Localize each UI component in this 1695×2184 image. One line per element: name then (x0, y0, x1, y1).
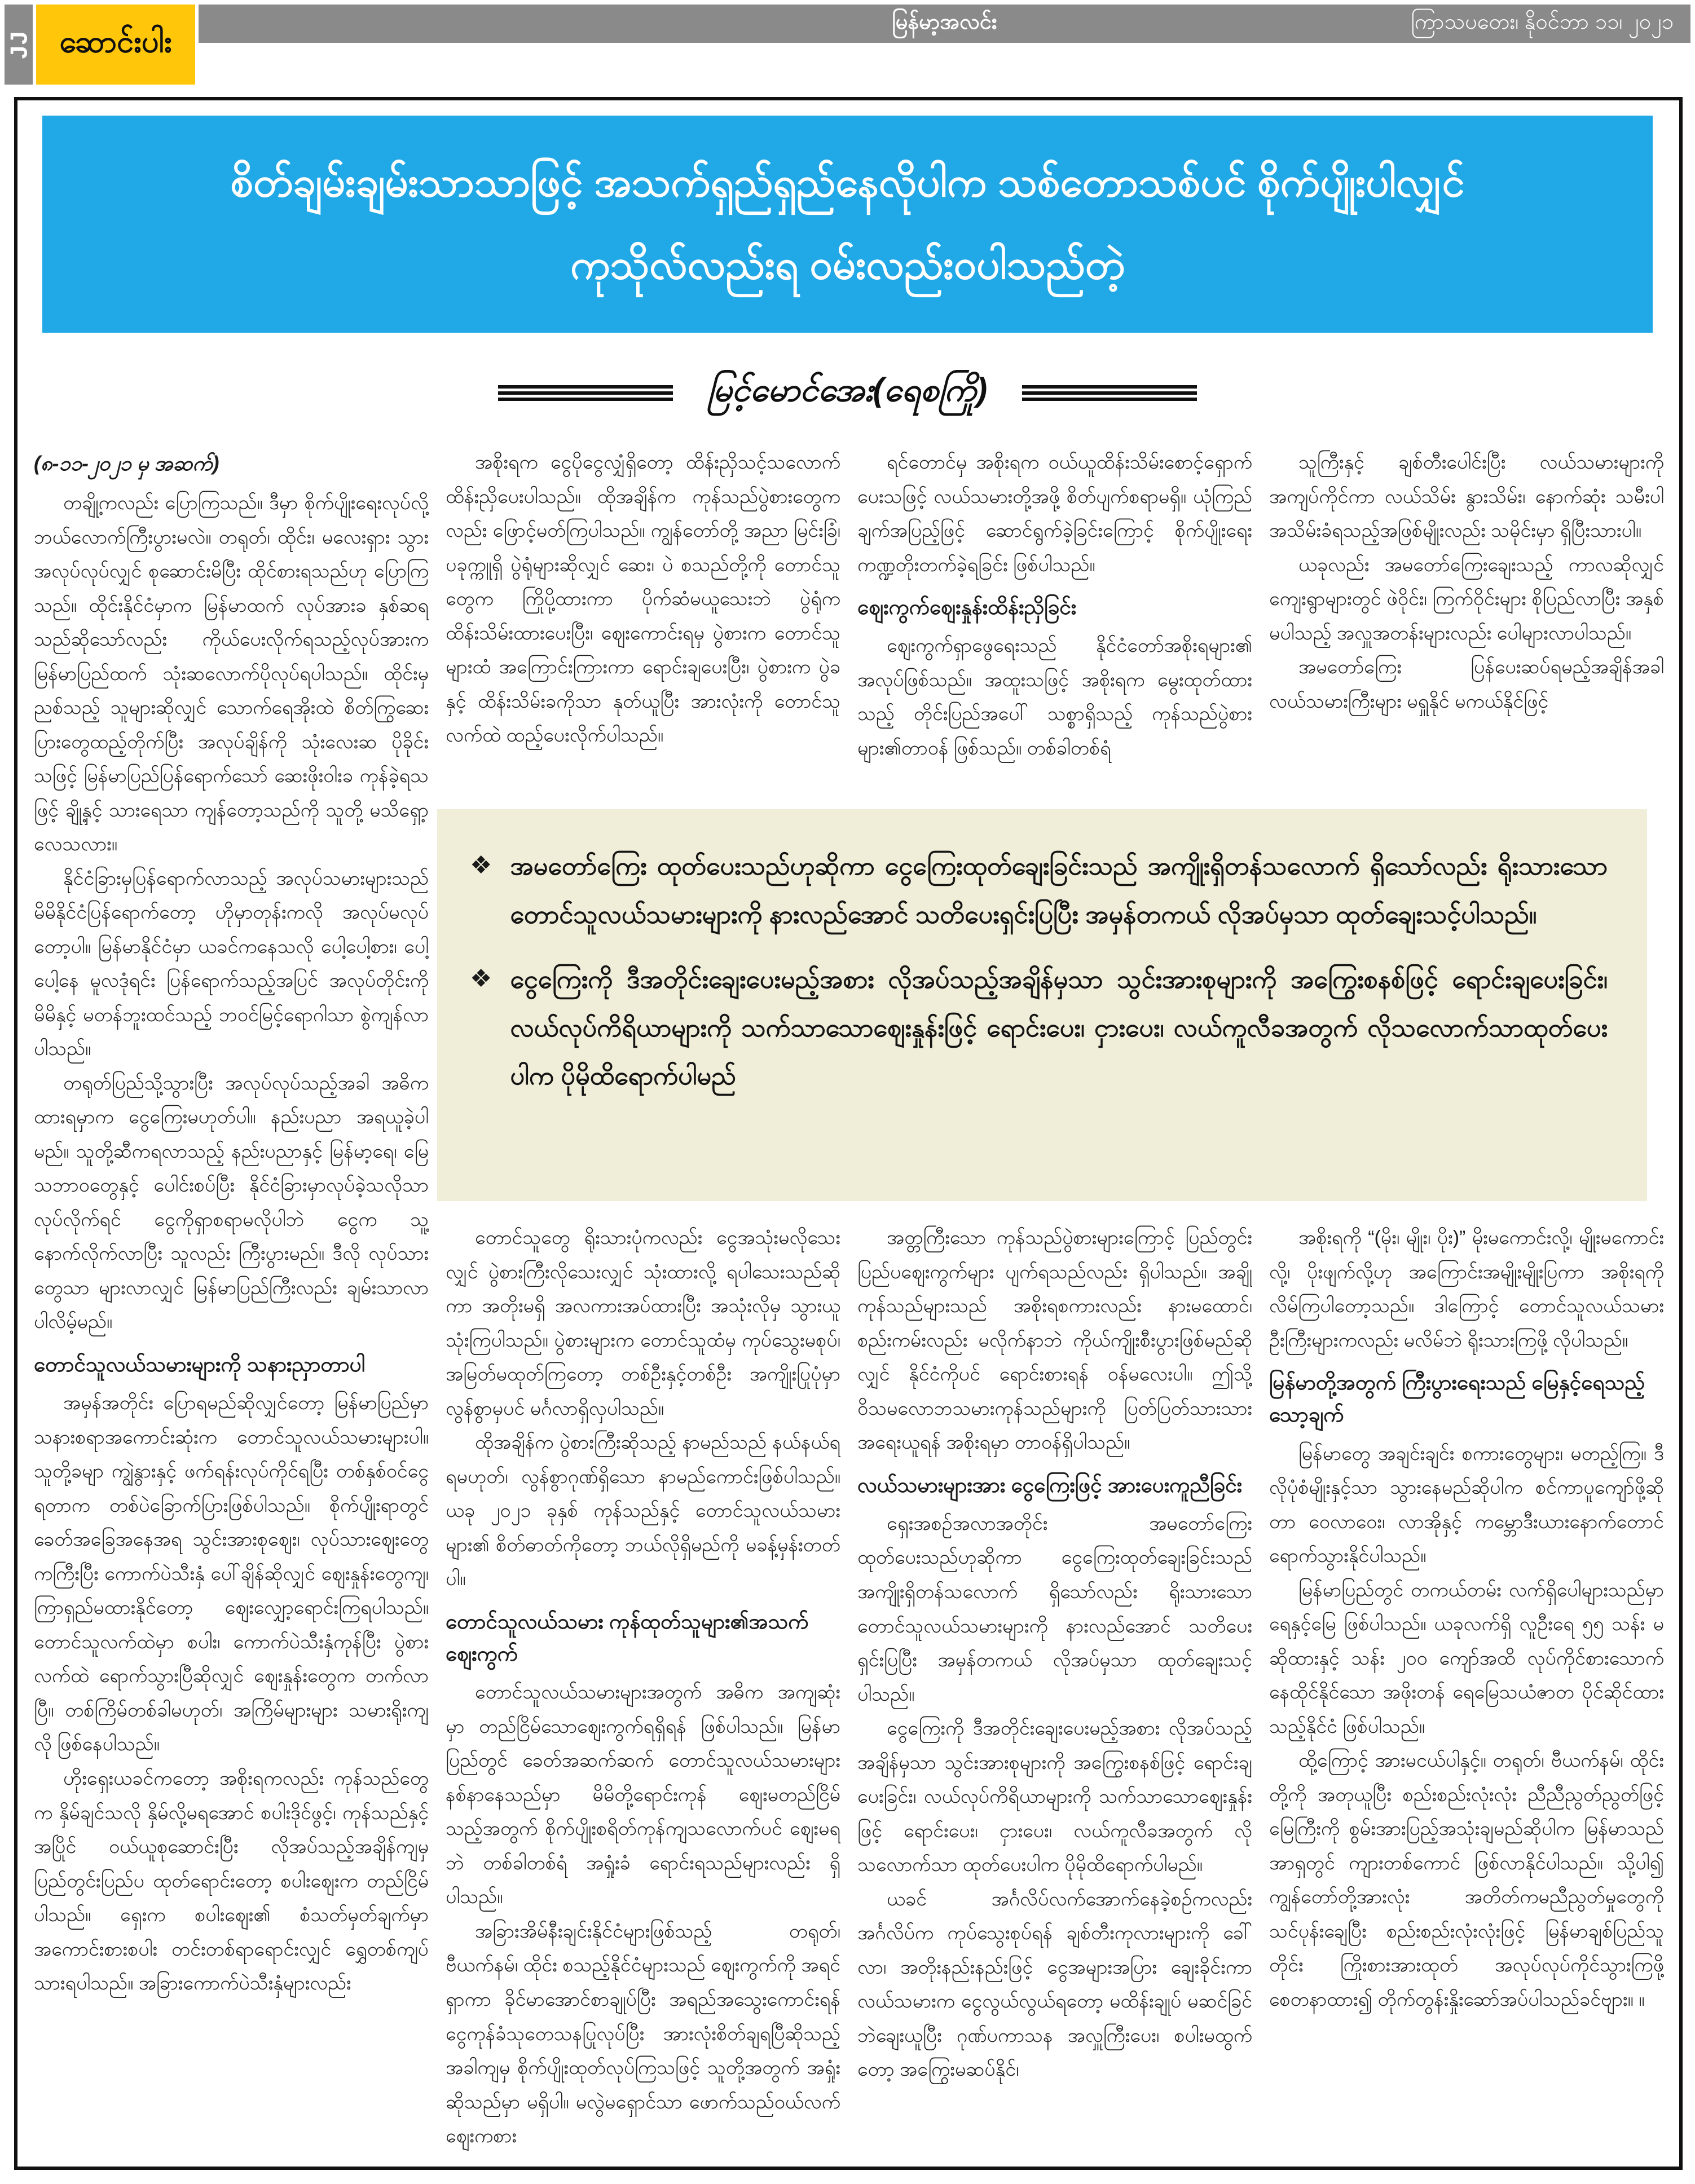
section-heading: တောင်သူလယ်သမားများကို သနားညှာတာပါ (34, 1352, 366, 1376)
column-4-bottom (1269, 1221, 1664, 2154)
paragraph: ယခုလည်း အမတော်ကြေးချေးသည့် ကာလဆိုလျှင် ကျေးရွာများတွင် ဖဲဝိုင်း၊ ကြက်ဝိုင်းများ စိုပြည်လာပြီး အနှစ်မပါသည့် အလှူအတန်းများလည်း ပေါများလာပါသည်။ (1269, 554, 1664, 644)
diamond-bullet-icon: ❖ (470, 965, 492, 992)
date-line: ကြာသပတေး၊ နိုဝင်ဘာ ၁၁၊ ၂၀၂၁ (1411, 10, 1674, 34)
paragraph: အတ္တကြီးသော ကုန်သည်ပွဲစားများကြောင့် ပြည်တွင်းပြည်ပဈေးကွက်များ ပျက်ရသည်လည်း ရှိပါသည်။ အချို့ကုန်သည်များသည် အစိုးရစကားလည်း နားမထောင်၊ စည်းကမ်းလည်း မလိုက်နာဘဲ ကိုယ်ကျိုးစီးပွားဖြစ်မည်ဆိုလျှင် နိုင်ငံကိုပင် ရောင်းစားရန် ဝန်မလေးပါ။ ဤသို့ ဝိသမလောဘသမားကုန်သည်များကို ပြတ်ပြတ်သားသား အရေးယူရန် အစိုးရမှာ တာဝန်ရှိပါသည်။ (857, 1227, 1252, 1454)
paragraph: ထိုအချိန်က ပွဲစားကြီးဆိုသည့် နာမည်သည် နယ်နယ်ရရမဟုတ်၊ လွန်စွာဂုဏ်ရှိသော နာမည်ကောင်းဖြစ်ပါသည်။ ယခု ၂၀၂၁ ခုနှစ် ကုန်သည်နှင့် တောင်သူလယ်သမားများ၏ စိတ်ဓာတ်ကိုတော့ ဘယ်လိုရှိမည်ကို မခန့်မှန်းတတ်ပါ။ (446, 1432, 840, 1590)
paragraph: ယခင် အင်္ဂလိပ်လက်အောက်နေခဲ့စဉ်ကလည်း အင်္ဂလိပ်က ကုပ်သွေးစုပ်ရန် ချစ်တီးကုလားများကို ခေါ်လာ၊ အတိုးနည်းနည်းဖြင့် ငွေအများအပြား ချေးခိုင်းကာ လယ်သမားက ငွေလွယ်လွယ်ရတော့ မထိန်းချုပ် မဆင်ခြင်ဘဲချေးယူပြီး ဂုဏ်ပကာသန အလှူကြီးပေး၊ စပါးမထွက်တော့ အကြွေးမဆပ်နိုင်၊ (857, 1888, 1252, 2081)
paragraph: ဟိုးရှေးယခင်ကတော့ အစိုးရကလည်း ကုန်သည်တွေက နှိမ်ချင်သလို နှိမ်လို့မရအောင် စပါးဒိုင်ဖွင့်၊ ကုန်သည်နှင့်အပြိုင် ဝယ်ယူစုဆောင်းပြီး လိုအပ်သည့်အချိန်ကျမှ ပြည်တွင်းပြည်ပ ထုတ်ရောင်းတော့ စပါးဈေးက တည်ငြိမ်ပါသည်။ ရှေးက စပါးဈေး၏ စံသတ်မှတ်ချက်မှာ အကောင်းစားစပါး တင်းတစ်ရာရောင်းလျှင် ရွှေတစ်ကျပ်သားရပါသည်။ အခြားကောက်ပဲသီးနှံများလည်း (34, 1767, 429, 1995)
paragraph: အစိုးရက ငွေပိုငွေလျှံရှိတော့ ထိန်းညှိသင့်သလောက် ထိန်းညှိပေးပါသည်။ ထိုအချိန်က ကုန်သည်ပွဲစားတွေကလည်း ဖြောင့်မတ်ကြပါသည်။ ကျွန်တော်တို့ အညာ မြင်းခြံ၊ ပခုက္ကူရှိ ပွဲရုံများဆိုလျှင် ဆေး၊ ပဲ စသည်တို့ကို တောင်သူတွေက ကြိုပို့ထားကာ ပိုက်ဆံမယူသေးဘဲ ပွဲရုံက ထိန်းသိမ်းထားပေးပြီး၊ ဈေးကောင်းရမှ ပွဲစားက တောင်သူများထံ အကြောင်းကြားကာ ရောင်းချပေးပြီး၊ ပွဲစားက ပွဲခနှင့် ထိန်းသိမ်းခကိုသာ နုတ်ယူပြီး အားလုံးကို တောင်သူလက်ထဲ ထည့်ပေးလိုက်ပါသည်။ (446, 452, 840, 747)
highlight-bullet-text: ငွေကြေးကို ဒီအတိုင်းချေးပေးမည့်အစား လိုအပ်သည့်အချိန်မှသာ သွင်းအားစုများကို အကြွေးစနစ်ဖြင့် ရောင်းချပေးခြင်း၊ လယ်လုပ်ကိရိယာများကို သက်သာသောဈေးနှုန်းဖြင့် ရောင်းပေး၊ ငှားပေး၊ လယ်ကူလီခအတွက် လိုသလောက်သာထုတ်ပေးပါက ပိုမိုထိရောက်ပါမည် (510, 965, 1608, 1090)
paragraph: အမှန်အတိုင်း ပြောရမည်ဆိုလျှင်တော့ မြန်မာပြည်မှာ သနားစရာအကောင်းဆုံးက တောင်သူလယ်သမားများပါ။ သူတို့ခမျာ ကျွဲနွားနှင့် ဖက်ရန်းလုပ်ကိုင်ရပြီး တစ်နှစ်ဝင်ငွေရတာက တစ်ပဲခြောက်ပြားဖြစ်ပါသည်။ စိုက်ပျိုးရာတွင် ခေတ်အခြေအနေအရ သွင်းအားစုဈေး၊ လုပ်သားဈေးတွေကကြီးပြီး ကောက်ပဲသီးနှံ ပေါ်ချိန်ဆိုလျှင် ဈေးနှုန်းတွေကျ၊ ကြာရှည်မထားနိုင်တော့ ဈေးလျှော့ရောင်းကြရပါသည်။ တောင်သူလက်ထဲမှာ စပါး၊ ကောက်ပဲသီးနှံကုန်ပြီး ပွဲစားလက်ထဲ ရောက်သွားပြီဆိုလျှင် ဈေးနှုန်းတွေက တက်လာပြီ။ တစ်ကြိမ်တစ်ခါမဟုတ်၊ အကြိမ်များများ သမားရိုးကျလို ဖြစ်နေပါသည်။ (34, 1392, 429, 1755)
paragraph: ရင်တောင်မှ အစိုးရက ဝယ်ယူထိန်းသိမ်းစောင့်ရှောက်ပေးသဖြင့် လယ်သမားတို့အဖို့ စိတ်ပျက်စရာမရှိ။ ယုံကြည်ချက်အပြည့်ဖြင့် ဆောင်ရွက်ခဲ့ခြင်းကြောင့် စိုက်ပျိုးရေးကဏ္ဍတိုးတက်ခဲ့ရခြင်း ဖြစ်ပါသည်။ (857, 452, 1252, 576)
column-1 (34, 445, 429, 2154)
paragraph: တရုတ်ပြည်သို့သွားပြီး အလုပ်လုပ်သည့်အခါ အဓိကထားရမှာက ငွေကြေးမဟုတ်ပါ။ နည်းပညာ အရယူခဲ့ပါမည်။ သူတို့ဆီကရလာသည့် နည်းပညာနှင့် မြန်မာ့ရေ၊ မြေ သဘာဝတွေနှင့် ပေါင်းစပ်ပြီး နိုင်ငံခြားမှာလုပ်ခဲ့သလိုသာ လုပ်လိုက်ရင် ငွေကိုရှာစရာမလိုပါဘဲ ငွေက သူ့နောက်လိုက်လာပြီး သူလည်း ကြီးပွားမည်။ ဒီလို လုပ်သားတွေသာ များလာလျှင် မြန်မာပြည်ကြီးလည်း ချမ်းသာလာပါလိမ့်မည်။ (34, 1072, 429, 1333)
headline-line-2: ကုသိုလ်လည်းရ ဝမ်းလည်းဝပါသည်တဲ့ (570, 242, 1125, 288)
highlight-box (437, 809, 1647, 1201)
paragraph: (၈-၁၁-၂၀၂၁ မှ အဆက်) (34, 452, 219, 475)
highlight-bullet (470, 955, 1608, 1100)
paragraph: နိုင်ငံခြားမှပြန်ရောက်လာသည့် အလုပ်သမားများသည် မိမိနိုင်ငံပြန်ရောက်တော့ ဟိုမှာတုန်းကလို အလုပ်မလုပ်တော့ပါ။ မြန်မာနိုင်ငံမှာ ယခင်ကနေသလို ပေါ့ပေါ့စား၊ ပေါ့ပေါ့နေ မူလဒုံရင်း ပြန်ရောက်သည့်အပြင် အလုပ်တိုင်းကို မိမိနှင့် မတန်ဘူးထင်သည့် ဘဝင်မြင့်ရောဂါသာ စွဲကျန်လာပါသည်။ (34, 867, 429, 1060)
section-heading: တောင်သူလယ်သမား ကုန်ထုတ်သူများ၏အသက် ဈေးကွက် (446, 1609, 809, 1666)
paragraph: တောင်သူလယ်သမားများအတွက် အဓိက အကျဆုံးမှာ တည်ငြိမ်သောဈေးကွက်ရရှိရန် ဖြစ်ပါသည်။ မြန်မာပြည်တွင် ခေတ်အဆက်ဆက် တောင်သူလယ်သမားများ နစ်နာနေသည်မှာ မိမိတို့ရောင်းကုန် ဈေးမတည်ငြိမ်သည့်အတွက် စိုက်ပျိုးစရိတ်ကုန်ကျသလောက်ပင် ဈေးမရဘဲ တစ်ခါတစ်ရံ အရှုံးခံ ရောင်းရသည်များလည်း ရှိပါသည်။ (446, 1682, 840, 1908)
edition-mark-label: JJ (5, 30, 32, 59)
column-2-bottom (446, 1221, 840, 2154)
column-4-top (1269, 445, 1664, 809)
section-tag-label: ဆောင်းပါး (59, 24, 172, 59)
paragraph: တချို့ကလည်း ပြောကြသည်။ ဒီမှာ စိုက်ပျိုးရေးလုပ်လို့ ဘယ်လောက်ကြီးပွားမလဲ။ တရုတ်၊ ထိုင်း၊ မလေးရှား သွားအလုပ်လုပ်လျှင် စုဆောင်းမိပြီး ထိုင်စားရသည်ဟု ပြောကြသည်။ ထိုင်းနိုင်ငံမှာက မြန်မာထက် လုပ်အားခ နှစ်ဆရသည်ဆိုသော်လည်း ကိုယ်ပေးလိုက်ရသည့်လုပ်အားက မြန်မာပြည်ထက် သုံးဆလောက်ပိုလုပ်ရပါသည်။ ထိုင်းမှ ညစ်သည့် သူများဆိုလျှင် သောက်ရေအိုးထဲ စိတ်ကြွဆေးပြားတွေထည့်တိုက်ပြီး အလုပ်ချိန်ကို သုံးလေးဆ ပိုခိုင်းသဖြင့် မြန်မာပြည်ပြန်ရောက်သော် ဆေးဖိုးဝါးခ ကုန်ခဲ့ရသဖြင့် ချို့နှင့် သားရေသာ ကျန်တော့သည်ကို သူတို့ မသိရှော့လေသလား။ (34, 492, 429, 855)
paragraph: မြန်မာတွေ အချင်းချင်း စကားတွေများ၊ မတည့်ကြ။ ဒီလိုပုံစံမျိုးနှင့်သာ သွားနေမည်ဆိုပါက စင်ကာပူကျော်ဖို့ဆိုတာ ဝေလာဝေး၊ လာအိုနှင့် ကမ္ဘောဒီးယားနောက်တောင် ရောက်သွားနိုင်ပါသည်။ (1269, 1442, 1664, 1567)
column-3-bottom (857, 1221, 1252, 2154)
highlight-bullet-text: အမတော်ကြေး ထုတ်ပေးသည်ဟုဆိုကာ ငွေကြေးထုတ်ချေးခြင်းသည် အကျိုးရှိတန်သလောက် ရှိသော်လည်း ရိုးသားသော တောင်သူလယ်သမားများကို နားလည်အောင် သတိပေးရှင်းပြပြီး အမှန်တကယ် လိုအပ်မှသာ ထုတ်ချေးသင့်ပါသည်။ (510, 851, 1608, 929)
paragraph: မြန်မာပြည်တွင် တကယ်တမ်း လက်ရှိပေါများသည်မှာ ရေနှင့်မြေ ဖြစ်ပါသည်။ ယခုလက်ရှိ လူဦးရေ ၅၅ သန်း မဆိုထားနှင့် သန်း ၂၀၀ ကျော်အထိ လုပ်ကိုင်စားသောက်နေထိုင်နိုင်သော အဖိုးတန် ရေမြေသယံဇာတ ပိုင်ဆိုင်ထားသည့်နိုင်ငံ ဖြစ်ပါသည်။ (1269, 1579, 1664, 1737)
edition-mark (5, 5, 33, 85)
diamond-bullet-icon: ❖ (470, 851, 492, 879)
paragraph: ငွေကြေးကို ဒီအတိုင်းချေးပေးမည့်အစား လိုအပ်သည့်အချိန်မှသာ သွင်းအားစုများကို အကြွေးစနစ်ဖြင့် ရောင်းချပေးခြင်း၊ လယ်လုပ်ကိရိယာများကို သက်သာသောဈေးနှုန်းဖြင့် ရောင်းပေး၊ ငှားပေး၊ လယ်ကူလီခအတွက် လိုသလောက်သာ ထုတ်ပေးပါက ပိုမိုထိရောက်ပါမည်။ (857, 1718, 1252, 1876)
paper-name: မြန်မာ့အလင်း (892, 10, 997, 34)
paragraph: တောင်သူတွေ ရိုးသားပုံကလည်း ငွေအသုံးမလိုသေးလျှင် ပွဲစားကြီးလိုသေးလျှင် သုံးထားလို့ ရပါသေးသည်ဆိုကာ အတိုးမရှိ အလကားအပ်ထားပြီး အသုံးလိုမှ သွားယူသုံးကြပါသည်။ ပွဲစားများက တောင်သူထံမှ ကုပ်သွေးမစုပ်၊ အမြတ်မထုတ်ကြတော့ တစ်ဦးနှင့်တစ်ဦး အကျိုးပြုပုံမှာ လွန်စွာမှပင် မင်္ဂလာရှိလှပါသည်။ (446, 1227, 840, 1419)
column-2-top (446, 445, 840, 809)
section-heading: ဈေးကွက်ဈေးနှုန်းထိန်းညှိခြင်း (857, 595, 1077, 619)
headline-line-1: စိတ်ချမ်းချမ်းသာသာဖြင့် အသက်ရှည်ရှည်နေလိုပါက သစ်တောသစ်ပင် စိုက်ပျိုးပါလျှင် (230, 160, 1465, 205)
byline-row (0, 356, 1695, 430)
byline-rule-left (498, 385, 673, 401)
paragraph: အခြားအိမ်နီးချင်းနိုင်ငံများဖြစ်သည့် တရုတ်၊ ဗီယက်နမ်၊ ထိုင်း စသည့်နိုင်ငံများသည် ဈေးကွက်ကို အရင်ရှာကာ ခိုင်မာအောင်စာချုပ်ပြီး အရည်အသွေးကောင်းရန် ငွေကုန်ခံသုတေသနပြုလုပ်ပြီး အားလုံးစိတ်ချရပြီဆိုသည့်အခါကျမှ စိုက်ပျိုးထုတ်လုပ်ကြသဖြင့် သူတို့အတွက် အရှုံးဆိုသည်မှာ မရှိပါ။ မလွဲမရှောင်သာ ဖောက်သည်ဝယ်လက် ဈေးကစား (446, 1920, 840, 2147)
paper-bar (199, 5, 1690, 43)
paragraph: သူကြီးနှင့် ချစ်တီးပေါင်းပြီး လယ်သမားများကို အကျပ်ကိုင်ကာ လယ်သိမ်း နွားသိမ်း၊ နောက်ဆုံး သမီးပါ အသိမ်းခံရသည့်အဖြစ်မျိုးလည်း သမိုင်းမှာ ရှိပြီးသားပါ။ (1269, 452, 1664, 542)
section-heading: လယ်သမားများအား ငွေကြေးဖြင့် အားပေးကူညီခြင်း (857, 1473, 1243, 1497)
section-heading: မြန်မာတို့အတွက် ကြီးပွားရေးသည် မြေနှင့်ရေသည့် သော့ချက် (1269, 1371, 1645, 1427)
headline-banner (42, 116, 1653, 333)
byline-rule-right (1022, 385, 1197, 401)
paragraph: အစိုးရကို “(မိုး၊ မျိုး၊ ပိုး)” မိုးမကောင်းလို့၊ မျိုးမကောင်းလို့၊ ပိုးဖျက်လို့ဟု အကြောင်းအမျိုးမျိုးပြကာ အစိုးရကို လိမ်ကြပါတော့သည်။ ဒါကြောင့် တောင်သူလယ်သမား ဦးကြီးများကလည်း မလိမ်ဘဲ ရိုးသားကြဖို့ လိုပါသည်။ (1269, 1227, 1664, 1351)
column-3-top (857, 445, 1252, 809)
paragraph: အမတော်ကြေး ပြန်ပေးဆပ်ရမည့်အချိန်အခါ လယ်သမားကြီးများ မရှူနိုင် မကယ်နိုင်ဖြင့် (1269, 656, 1664, 712)
byline: မြင့်မောင်အေး(ရေစကြို) (707, 371, 988, 408)
paragraph: ရှေးအစဉ်အလာအတိုင်း အမတော်ကြေး ထုတ်ပေးသည်ဟုဆိုကာ ငွေကြေးထုတ်ချေးခြင်းသည် အကျိုးရှိတန်သလောက် ရှိသော်လည်း ရိုးသားသော တောင်သူလယ်သမားများကို နားလည်အောင် သတိပေးရှင်းပြပြီး အမှန်တကယ် လိုအပ်မှသာ ထုတ်ချေးသင့်ပါသည်။ (857, 1512, 1252, 1705)
paragraph: ဈေးကွက်ရှာဖွေရေးသည် နိုင်ငံတော်အစိုးရများ၏ အလုပ်ဖြစ်သည်။ အထူးသဖြင့် အစိုးရက မွေးထုတ်ထားသည့် တိုင်းပြည်အပေါ် သစ္စာရှိသည့် ကုန်သည်ပွဲစားများ၏တာဝန် ဖြစ်သည်။ တစ်ခါတစ်ရံ (857, 635, 1252, 759)
highlight-bullet (470, 842, 1608, 938)
section-tag (36, 5, 195, 85)
paragraph: ထို့ကြောင့် အားမငယ်ပါနှင့်။ တရုတ်၊ ဗီယက်နမ်၊ ထိုင်းတို့ကို အတုယူပြီး စည်းစည်းလုံးလုံး ညီညီညွတ်ညွတ်ဖြင့် မြေကြီးကို စွမ်းအားပြည့်အသုံးချမည်ဆိုပါက မြန်မာသည် အာရှတွင် ကျားတစ်ကောင် ဖြစ်လာနိုင်ပါသည်။ သို့ပါ၍ ကျွန်တော်တို့အားလုံး အတိတ်ကမညီညွတ်မှုတွေကို သင်ပုန်းချေပြီး စည်းစည်းလုံးလုံးဖြင့် မြန်မာချစ်ပြည်သူတိုင်း ကြိုးစားအားထုတ် အလုပ်လုပ်ကိုင်သွားကြဖို့ စေတနာထား၍ တိုက်တွန်းနှိုးဆော်အပ်ပါသည်ခင်ဗျား။ ။ (1269, 1750, 1664, 2010)
